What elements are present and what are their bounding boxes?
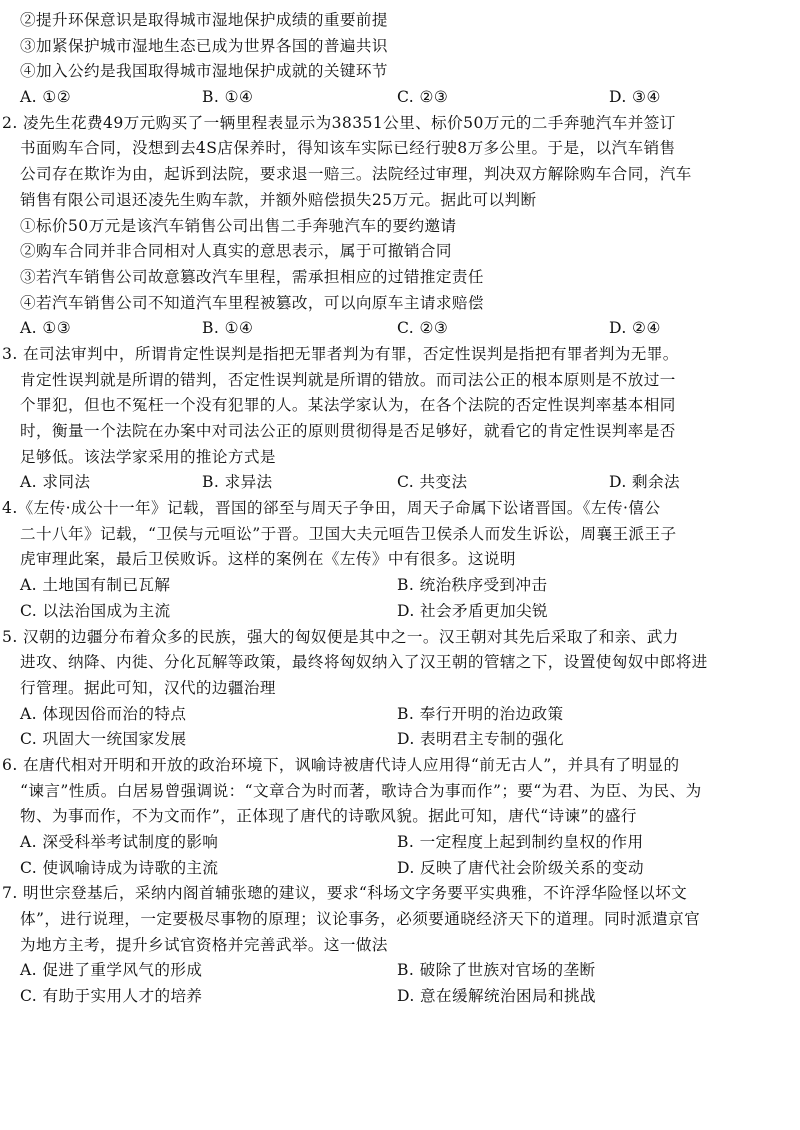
option-c: C. 有助于实用人才的培养	[20, 987, 203, 1006]
question-stem-line: 3. 在司法审判中，所谓肯定性误判是指把无罪者判为有罪，否定性误判是指把有罪者判为无罪。	[2, 344, 679, 363]
option-b: B. 统治秩序受到冲击	[397, 576, 548, 595]
statement-4: ④若汽车销售公司不知道汽车里程被篡改，可以向原车主请求赔偿	[20, 293, 484, 312]
options-row	[0, 599, 792, 625]
question-stem-line: 书面购车合同，没想到去4S店保养时，得知该车实际已经行驶8万多公里。于是，以汽车销售	[20, 139, 676, 158]
option-c: C. 使讽喻诗成为诗歌的主流	[20, 858, 219, 877]
option-b: B. 破除了世族对官场的垄断	[397, 961, 596, 980]
options-row	[0, 856, 792, 882]
question-stem-line: 肯定性误判就是所谓的错判，否定性误判就是所谓的错放。而司法公正的根本原则是不放过一	[20, 370, 676, 389]
option-a: A. 促进了重学风气的形成	[20, 961, 203, 980]
question-stem-line: 行管理。据此可知，汉代的边疆治理	[20, 678, 276, 697]
option-a: A. 深受科举考试制度的影响	[20, 833, 219, 851]
question-stem-line: 公司存在欺诈为由，起诉到法院，要求退一赔三。法院经过审理，判决双方解除购车合同，汽车	[20, 165, 692, 184]
question-stem-line: 虎审理此案，最后卫侯败诉。这样的案例在《左传》中有很多。这说明	[20, 550, 516, 569]
statement-2: ②提升环保意识是取得城市湿地保护成绩的重要前提	[20, 11, 388, 29]
options-row	[0, 958, 792, 984]
question-stem-line: 7. 明世宗登基后，采纳内阁首辅张璁的建议，要求“科场文字务要平实典雅，不许浮华险怪以坏文	[2, 884, 688, 903]
statement-3: ③若汽车销售公司故意篡改汽车里程，需承担相应的过错推定责任	[20, 267, 484, 286]
question-5	[0, 625, 792, 753]
options-row	[0, 573, 792, 599]
option-d: D. 社会矛盾更加尖锐	[397, 601, 549, 620]
options-row	[0, 984, 792, 1010]
question-2	[0, 111, 792, 342]
question-stem-line: 二十八年》记载，“卫侯与元咺讼”于晋。卫国大夫元咺告卫侯杀人而发生诉讼，周襄王派王子	[20, 524, 677, 543]
question-1-tail	[0, 8, 792, 111]
question-stem-line: 为地方主考，提升乡试官资格并完善武举。这一做法	[20, 935, 388, 954]
option-c: C. 以法治国成为主流	[20, 601, 171, 620]
options-row	[0, 702, 792, 728]
options-row	[0, 830, 792, 856]
question-stem-line: 物、为事而作，不为文而作”，正体现了唐代的诗歌风貌。据此可知，唐代“诗谏”的盛行	[20, 807, 637, 826]
option-b: B. 一定程度上起到制约皇权的作用	[397, 833, 644, 851]
option-a: A. 求同法	[20, 473, 91, 492]
option-c: C. 巩固大一统国家发展	[20, 730, 187, 749]
statement-3: ③加紧保护城市湿地生态已成为世界各国的普遍共识	[20, 36, 388, 55]
question-6	[0, 753, 792, 881]
statement-4: ④加入公约是我国取得城市湿地保护成就的关键环节	[20, 62, 388, 81]
question-stem-line: 足够低。该法学家采用的推论方式是	[20, 447, 276, 466]
question-stem-line: 销售有限公司退还凌先生购车款，并额外赔偿损失25万元。据此可以判断	[20, 190, 537, 209]
options-row	[0, 470, 792, 496]
option-c: C. ②③	[397, 319, 449, 338]
question-4	[0, 496, 792, 624]
option-b: B. 求异法	[202, 473, 273, 492]
question-stem-line: 5. 汉朝的边疆分布着众多的民族，强大的匈奴便是其中之一。汉王朝对其先后采取了和亲、武力	[2, 627, 679, 646]
option-a: A. 体现因俗而治的特点	[20, 704, 187, 723]
question-3	[0, 342, 792, 496]
statement-2: ②购车合同并非合同相对人真实的意思表示，属于可撤销合同	[20, 242, 452, 261]
question-stem-line: 时，衡量一个法院在办案中对司法公正的原则贯彻得是否足够好，就看它的肯定性误判率是否	[20, 422, 676, 440]
option-a: A. 土地国有制已瓦解	[20, 576, 171, 595]
statement-1: ①标价50万元是该汽车销售公司出售二手奔驰汽车的要约邀请	[20, 216, 457, 235]
option-d: D. ②④	[609, 319, 661, 338]
option-d: D. 反映了唐代社会阶级关系的变动	[397, 858, 644, 877]
option-d: D. 剩余法	[609, 473, 681, 492]
option-c: C. ②③	[397, 88, 449, 107]
question-7	[0, 881, 792, 1009]
question-stem-line: 个罪犯，但也不冤枉一个没有犯罪的人。某法学家认为，在各个法院的否定性误判率基本相同	[20, 396, 676, 415]
options-row	[0, 316, 792, 342]
option-a: A. ①③	[20, 319, 72, 338]
question-stem-line: “谏言”性质。白居易曾强调说：“文章合为时而著，歌诗合为事而作”；要“为君、为臣、为民、为	[20, 781, 702, 800]
option-a: A. ①②	[20, 88, 72, 107]
question-stem-line: 6. 在唐代相对开明和开放的政治环境下，讽喻诗被唐代诗人应用得“前无古人”，并具有了明显的	[2, 755, 680, 774]
options-row	[0, 85, 792, 111]
options-row	[0, 727, 792, 753]
option-d: D. 表明君主专制的强化	[397, 730, 565, 749]
option-d: D. 意在缓解统治困局和挑战	[397, 987, 596, 1006]
question-stem-line: 2. 凌先生花费49万元购买了一辆里程表显示为38351公里、标价50万元的二手奔驰汽车并签订	[2, 113, 676, 132]
option-b: B. ①④	[202, 88, 254, 107]
question-stem-line: 体”，进行说理，一定要极尽事物的原理；议论事务，必须要通晓经济天下的道理。同时派遣京官	[20, 910, 701, 929]
option-b: B. ①④	[202, 319, 254, 338]
option-c: C. 共变法	[397, 473, 468, 492]
question-stem-line: 进攻、纳降、内徙、分化瓦解等政策，最终将匈奴纳入了汉王朝的管辖之下，设置使匈奴中郎将进	[20, 653, 708, 672]
question-stem-line: 4.《左传·成公十一年》记载，晋国的郤至与周天子争田，周天子命属下讼诸晋国。《左传·僖公	[2, 499, 661, 518]
option-d: D. ③④	[609, 88, 661, 107]
option-b: B. 奉行开明的治边政策	[397, 704, 564, 723]
